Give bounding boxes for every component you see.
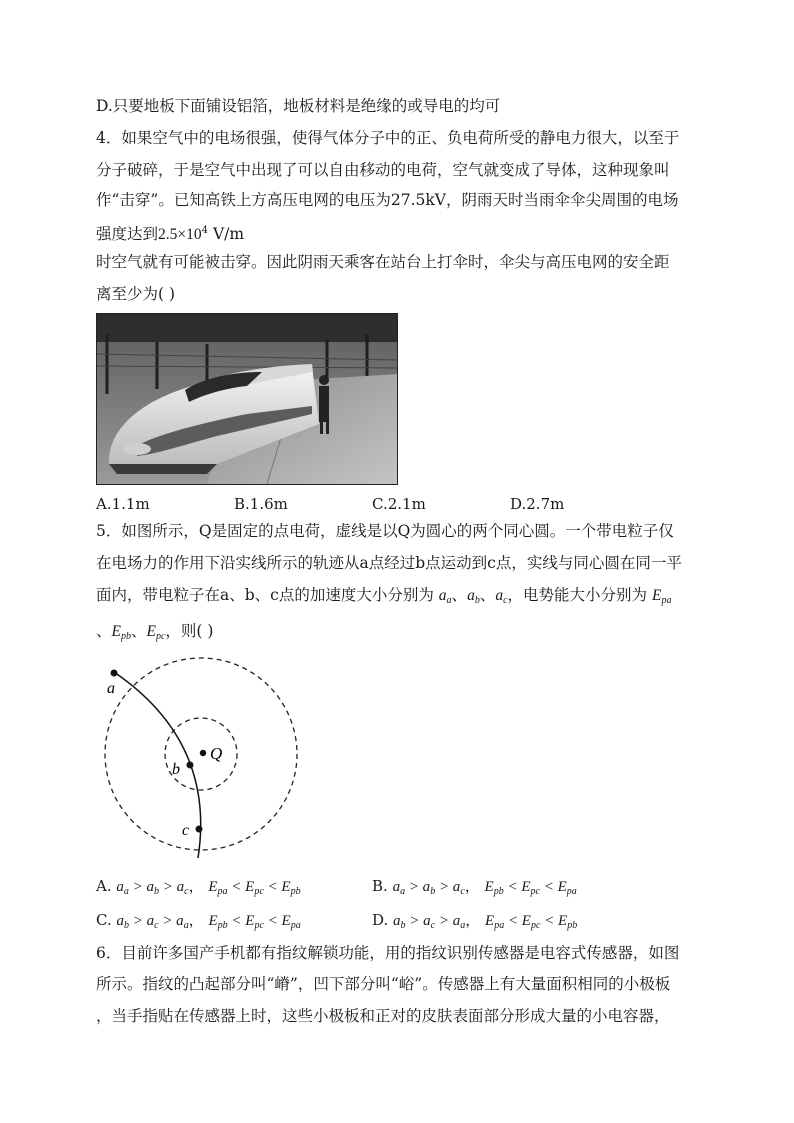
- q5-option-d: D. $a_b > a_c > a_a$， $E_{pa} < E_{pc} < E_{pb}$: [372, 911, 578, 931]
- q4-line-5: 时空气就有可能被击穿。因此阴雨天乘客在站台上打伞时，伞尖与高压电网的安全距: [96, 253, 670, 271]
- label-c: c: [182, 822, 190, 839]
- q5-line-3-text: 面内，带电粒子在a、b、c点的加速度大小分别为: [96, 586, 434, 604]
- q5-line-3-tail: ，电势能大小分别为: [507, 586, 648, 604]
- point-b-dot: [187, 762, 194, 769]
- field-strength-value: 2.5×10: [158, 226, 202, 243]
- q4-line-2: 分子破碎，于是空气中出现了可以自由移动的电荷，空气就变成了导体，这种现象叫: [96, 161, 670, 179]
- q3-option-d: D.只要地板下面铺设铝箔，地板材料是绝缘的或导电的均可: [96, 97, 501, 115]
- q5-line-1: 5．如图所示，Q是固定的点电荷，虚线是以Q为圆心的两个同心圆。一个带电粒子仅: [96, 522, 674, 540]
- q5-line-2: 在电场力的作用下沿实线所示的轨迹从a点经过b点运动到c点，实线与同心圆在同一平: [96, 554, 682, 572]
- q4-option-c: C.2.1m: [372, 495, 426, 513]
- q6-line-1: 6．目前许多国产手机都有指纹解锁功能，用的指纹识别传感器是电容式传感器，如图: [96, 944, 680, 962]
- label-q: Q: [210, 744, 223, 763]
- q4-line-1: 4．如果空气中的电场很强，使得气体分子中的正、负电荷所受的静电力很大，以至于: [96, 129, 680, 147]
- q4-option-a: A.1.1m: [96, 495, 150, 513]
- q5-line-4: 、$E_{pb}$、$E_{pc}$，则( ): [96, 622, 214, 642]
- concentric-circles-diagram: [96, 652, 306, 864]
- q4-line-4: [96, 221, 244, 245]
- q5-line-4-tail: ，则( ): [165, 622, 214, 640]
- q5-option-c: C. $a_b > a_c > a_a$， $E_{pb} < E_{pc} < E_{pa}$: [96, 911, 301, 931]
- q5-option-a: A. $a_a > a_b > a_c$， $E_{pa} < E_{pc} < E_{pb}$: [96, 877, 301, 897]
- field-strength-unit: V/m: [212, 225, 245, 243]
- q4-line-4-text: 强度达到: [96, 225, 159, 243]
- q5-option-b: B. $a_a > a_b > a_c$， $E_{pb} < E_{pc} < E_{pa}$: [372, 877, 577, 897]
- q4-line-3: 作“击穿”。已知高铁上方高压电网的电压为27.5kV，阴雨天时当雨伞伞尖周围的电场: [96, 191, 679, 209]
- q4-option-d: D.2.7m: [510, 495, 565, 513]
- q6-line-3: ，当手指贴在传感器上时，这些小极板和正对的皮肤表面部分形成大量的小电容器，: [96, 1007, 670, 1025]
- q4-option-b: B.1.6m: [234, 495, 288, 513]
- q5-line-3: 面内，带电粒子在a、b、c点的加速度大小分别为 $a_a$、$a_b$、$a_c$，电势能大小分别为 $E_{pa}$: [96, 586, 672, 606]
- high-speed-train-photo: [96, 313, 398, 485]
- q6-line-2: 所示。指纹的凸起部分叫“嵴”，凹下部分叫“峪”。传感器上有大量面积相同的小极板: [96, 975, 671, 993]
- point-c-dot: [196, 826, 203, 833]
- label-b: b: [172, 761, 180, 778]
- field-strength-exponent: 4: [201, 225, 209, 236]
- label-a: a: [107, 680, 115, 697]
- charge-q-dot: [200, 750, 206, 756]
- q4-line-6: 离至少为( ): [96, 285, 176, 303]
- point-a-dot: [111, 670, 118, 677]
